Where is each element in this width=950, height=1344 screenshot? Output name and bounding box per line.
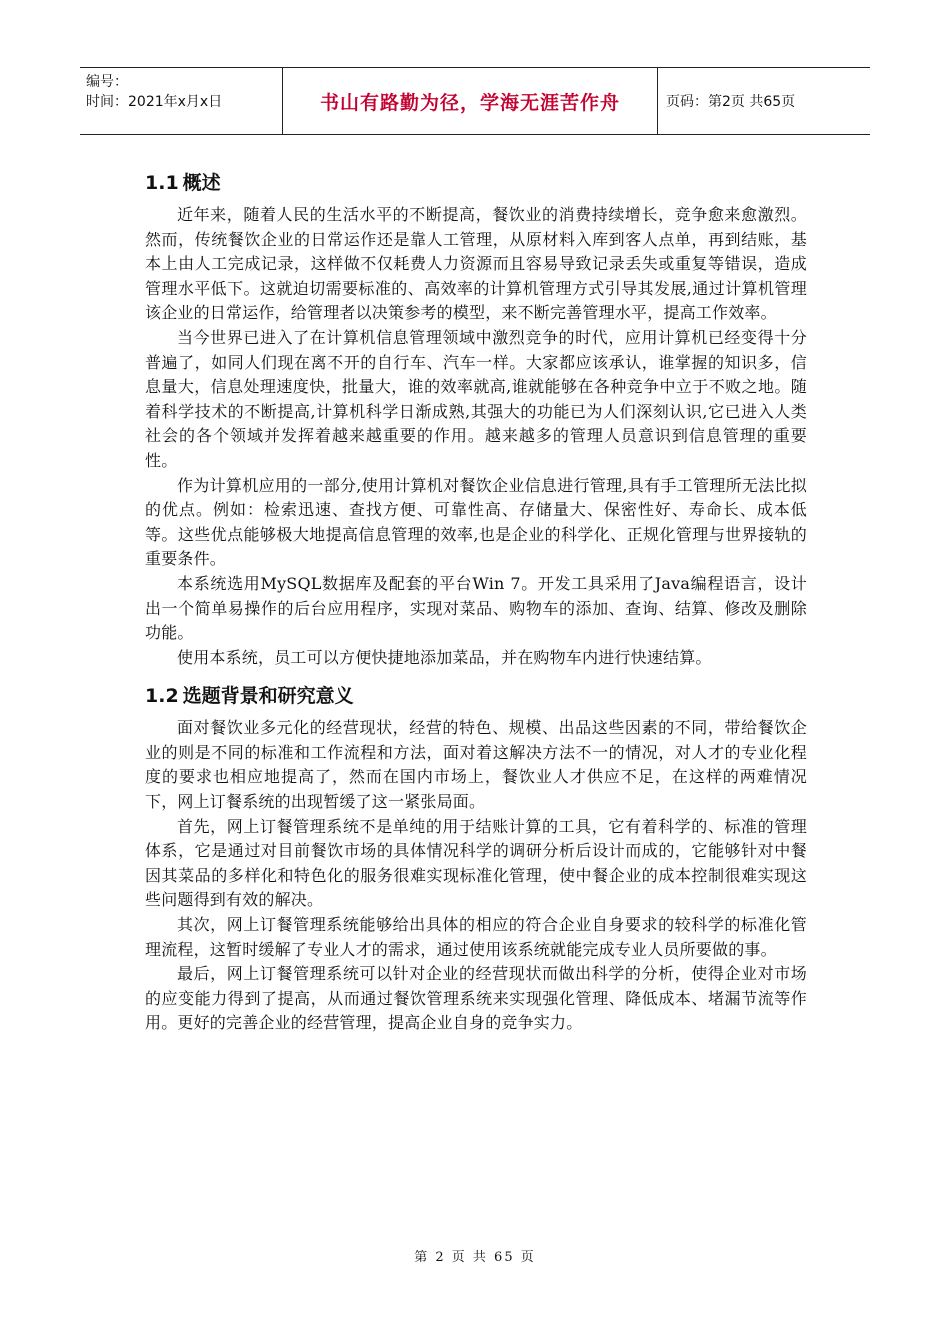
paragraph: 本系统选用MySQL数据库及配套的平台Win 7。开发工具采用了Java编程语言，设计出一个简单易操作的后台应用程序，实现对菜品、购物车的添加、查询、结算、修改及删除功能。 bbox=[145, 573, 807, 643]
section-heading bbox=[145, 676, 807, 716]
section-title: 选题背景和研究意义 bbox=[182, 685, 354, 708]
footer-page-number: 第 2 页 共 65 页 bbox=[414, 1250, 536, 1265]
section-title: 概述 bbox=[182, 172, 221, 194]
paragraph: 使用本系统，员工可以方便快捷地添加菜品，并在购物车内进行快速结算。 bbox=[177, 647, 712, 667]
document-body bbox=[145, 163, 807, 1036]
header-page-info: 页码：第2页 共65页 bbox=[666, 94, 796, 110]
page-header bbox=[80, 67, 870, 135]
header-meta bbox=[80, 68, 283, 134]
header-page-info-cell bbox=[658, 68, 870, 134]
paragraph: 当今世界已进入了在计算机信息管理领域中激烈竞争的时代，应用计算机已经变得十分普遍了，如同人们现在离不开的自行车、汽车一样。大家都应该承认，谁掌握的知识多，信息量大，信息处理速度快，批量大，谁的效率就高,谁就能够在各种竞争中立于不败之地。随着科学技术的不断提高,计算机科学日渐成熟,其强大的功能已为人们深刻认识,它已进入人类社会的各个领域并发挥着越来越重要的作用。越来越多的管理人员意识到信息管理的重要性。 bbox=[145, 327, 807, 470]
header-motto-cell bbox=[283, 68, 658, 134]
section-heading bbox=[145, 163, 807, 203]
paragraph: 其次，网上订餐管理系统能够给出具体的相应的符合企业自身要求的较科学的标准化管理流程，这暂时缓解了专业人才的需求，通过使用该系统就能完成专业人员所要做的事。 bbox=[145, 915, 807, 959]
header-motto: 书山有路勤为径，学海无涯苦作舟 bbox=[319, 91, 620, 114]
section-overview bbox=[145, 163, 807, 670]
paragraph: 面对餐饮业多元化的经营现状，经营的特色、规模、出品这些因素的不同，带给餐饮企业的则是不同的标准和工作流程和方法，面对着这解决方法不一的情况，对人才的专业化程度的要求也相应地提高了，然而在国内市场上，餐饮业人才供应不足，在这样的两难情况下，网上订餐系统的出现暂缓了这一紧张局面。 bbox=[145, 718, 807, 812]
paragraph: 近年来，随着人民的生活水平的不断提高，餐饮业的消费持续增长，竞争愈来愈激烈。然而，传统餐饮企业的日常运作还是靠人工管理，从原材料入库到客人点单，再到结账，基本上由人工完成记录，这样做不仅耗费人力资源而且容易导致记录丢失或重复等错误，造成管理水平低下。这就迫切需要标准的、高效率的计算机管理方式引导其发展,通过计算机管理该企业的日常运作，给管理者以决策参考的模型，来不断完善管理水平，提高工作效率。 bbox=[145, 205, 807, 323]
paragraph: 最后，网上订餐管理系统可以针对企业的经营现状而做出科学的分析，使得企业对市场的应变能力得到了提高，从而通过餐饮管理系统来实现强化管理、降低成本、堵漏节流等作用。更好的完善企业的经营管理，提高企业自身的竞争实力。 bbox=[145, 964, 807, 1033]
section-number: 1.1 bbox=[145, 172, 179, 194]
section-background bbox=[145, 676, 807, 1036]
section-number: 1.2 bbox=[145, 685, 179, 708]
paragraph: 首先，网上订餐管理系统不是单纯的用于结账计算的工具，它有着科学的、标准的管理体系，它是通过对目前餐饮市场的具体情况科学的调研分析后设计而成的，它能够针对中餐因其菜品的多样化和特色化的服务很难实现标准化管理，使中餐企业的成本控制很难实现这些问题得到有效的解决。 bbox=[145, 816, 807, 910]
page-footer bbox=[0, 1246, 950, 1265]
time-label: 时间：2021年x月x日 bbox=[86, 94, 223, 110]
number-label: 编号： bbox=[86, 74, 128, 90]
paragraph: 作为计算机应用的一部分,使用计算机对餐饮企业信息进行管理,具有手工管理所无法比拟的优点。例如：检索迅速、查找方便、可靠性高、存储量大、保密性好、寿命长、成本低等。这些优点能够极大地提高信息管理的效率,也是企业的科学化、正规化管理与世界接轨的重要条件。 bbox=[145, 475, 807, 569]
